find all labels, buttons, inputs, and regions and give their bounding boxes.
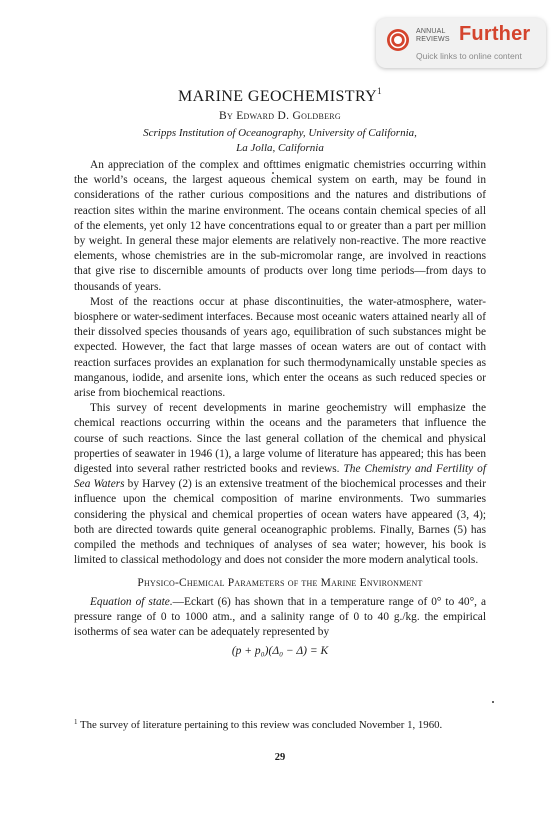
article-body	[74, 158, 486, 665]
equation: (p + p₀)(Δ₀ − Δ) = K	[231, 645, 329, 658]
section-heading: Physico-Chemical Parameters of the Marine Environment	[137, 577, 423, 590]
paragraph: Most of the reactions occur at phase discontinuities, the water-atmosphere, water-biosphere or water-sediment interfaces. Because most oceanic waters attained nearly all of their dissolved species thousands of years ago, equilibration of such substances might be expected. However, the fact that large masses of ocean waters are out of contact with reaction surfaces provides an explanation for such thermodynamically unstable species as manganous, iodide, and arsenite ions, which enter the oceans as such reduced species or arise from biochemical reactions.	[74, 295, 486, 400]
title-footnote-mark: 1	[377, 86, 383, 96]
publisher-name: ANNUAL REVIEWS	[416, 28, 450, 43]
footnote: $^1$ The survey of literature pertaining to this review was concluded November 1, 1960.	[74, 718, 443, 731]
further-link-banner[interactable]	[376, 18, 546, 68]
author-affiliation: Scripps Institution of Oceanography, University of California, La Jolla, California	[143, 127, 417, 154]
article-title: MARINE GEOCHEMISTRY$^1$	[177, 86, 383, 105]
annual-reviews-logo-icon	[386, 28, 410, 52]
paragraph: Equation of state.—Eckart (6) has shown that in a temperature range of 0° to 40°, a pressure range of 0 to 1000 atm., and a salinity range of 0 to 40 g./kg. the empirical isotherms of sea water can be adequately represented by	[74, 595, 486, 639]
paragraph: This survey of recent developments in marine geochemistry will emphasize the chemical reactions occurring within the oceans and the parameters that influence the course of such reactions. Since the last general collation of the chemical and physical properties of seawater in 1946 (1), a large volume of literature has appeared; this has been digested into several rather restricted books and reviews. The Chemistry and Fertility of Sea Waters by Harvey (2) is an extensive treatment of the biochemical processes and their influence upon the chemical composition of marine environments. Two summaries considering the physical and chemical properties of ocean waters have appeared (3, 4); both are directed towards quite general oceanographic problems. Finally, Barnes (5) has compiled the methods and techniques of analyses of sea water; however, his book is limited to classical methodology and does not consider the more modern analytical tools.	[74, 402, 486, 567]
page-number: 29	[274, 752, 286, 763]
book-title: The Chemistry and Fertility of Sea Waters	[74, 463, 486, 491]
speck-mark	[492, 701, 494, 703]
paragraph-lead: Equation of state.	[90, 595, 173, 608]
author-byline: By Edward D. Goldberg	[219, 110, 341, 122]
paragraph: An appreciation of the complex and ofttimes enigmatic chemistries occurring within the world’s oceans, the largest aqueous chemical system on earth, may be found in considerations of the rather curious compositions and the natures and distributions of reaction sites within the marine environment. The oceans contain chemical species of all of the elements, yet only 12 have concentrations equal to or greater than a part per million by weight. In general these major elements are relatively non-reactive. The more reactive elements, whose chemistries are in the sub-micromolar range, are involved in reactions that give rise to discernible amounts of products over long time periods—from days to thousands of years.	[74, 159, 486, 293]
further-title: Further	[459, 23, 531, 45]
further-subtitle: Quick links to online content	[416, 51, 522, 61]
